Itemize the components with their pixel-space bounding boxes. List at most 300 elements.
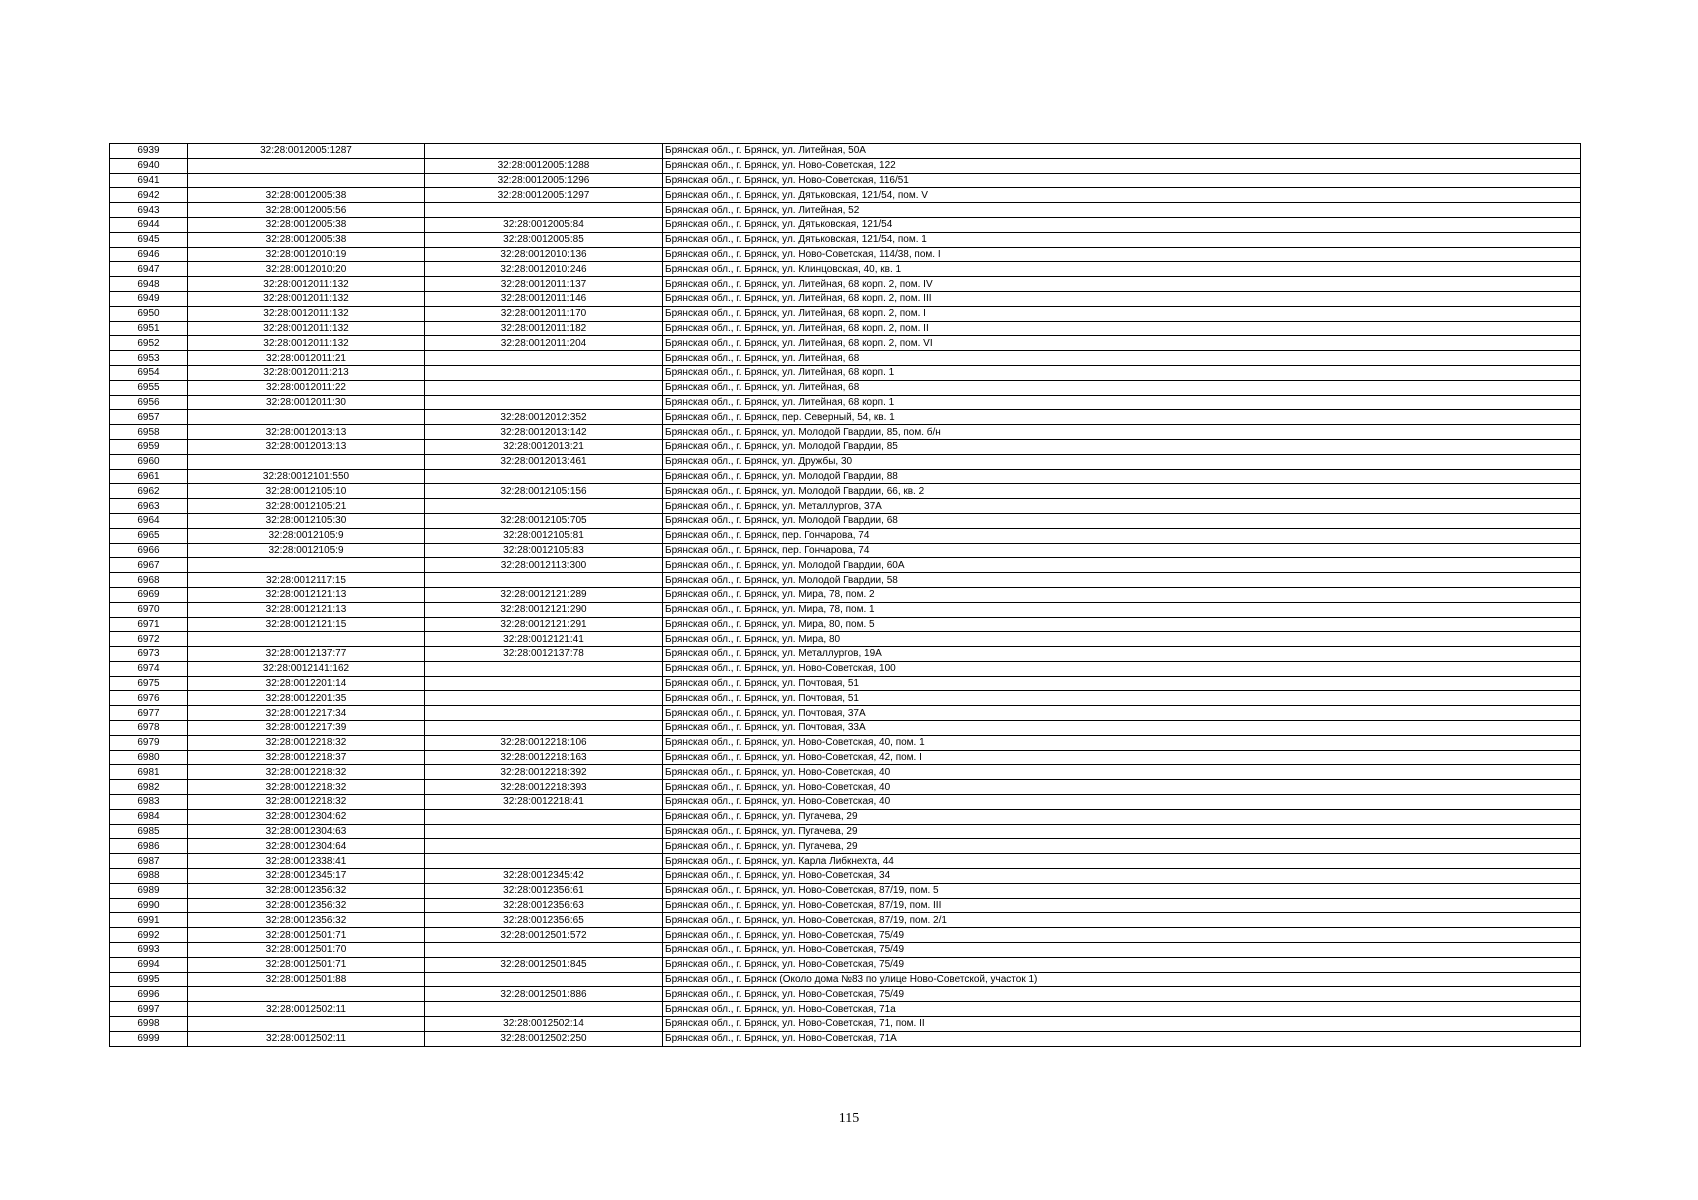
cadastral-number-cell: 32:28:0012010:19 [188, 247, 425, 262]
cadastral-number-cell: 32:28:0012005:1287 [188, 144, 425, 159]
address-cell: Брянская обл., г. Брянск, ул. Литейная, 68 корп. 1 [663, 365, 1581, 380]
row-number-cell: 6964 [110, 513, 188, 528]
table-row [110, 957, 1581, 972]
related-cadastral-number-cell [425, 706, 663, 721]
address-cell: Брянская обл., г. Брянск, ул. Ново-Советская, 40, пом. 1 [663, 735, 1581, 750]
related-cadastral-number-cell: 32:28:0012501:572 [425, 928, 663, 943]
cadastral-number-cell: 32:28:0012011:213 [188, 365, 425, 380]
related-cadastral-number-cell [425, 365, 663, 380]
related-cadastral-number-cell: 32:28:0012005:1297 [425, 188, 663, 203]
related-cadastral-number-cell [425, 1002, 663, 1017]
address-cell: Брянская обл., г. Брянск, ул. Мира, 80 [663, 632, 1581, 647]
address-cell: Брянская обл., г. Брянск, ул. Почтовая, 51 [663, 691, 1581, 706]
row-number-cell: 6942 [110, 188, 188, 203]
cadastral-number-cell: 32:28:0012201:35 [188, 691, 425, 706]
cadastral-number-cell: 32:28:0012011:132 [188, 336, 425, 351]
address-cell: Брянская обл., г. Брянск, ул. Молодой Гвардии, 85, пом. б/н [663, 425, 1581, 440]
row-number-cell: 6951 [110, 321, 188, 336]
row-number-cell: 6954 [110, 365, 188, 380]
table-row [110, 928, 1581, 943]
address-cell: Брянская обл., г. Брянск, пер. Гончарова, 74 [663, 528, 1581, 543]
address-cell: Брянская обл., г. Брянск, ул. Ново-Советская, 122 [663, 158, 1581, 173]
related-cadastral-number-cell: 32:28:0012013:142 [425, 425, 663, 440]
row-number-cell: 6944 [110, 217, 188, 232]
table-row [110, 410, 1581, 425]
row-number-cell: 6953 [110, 351, 188, 366]
related-cadastral-number-cell: 32:28:0012345:42 [425, 869, 663, 884]
cadastral-number-cell: 32:28:0012011:30 [188, 395, 425, 410]
table-row [110, 735, 1581, 750]
address-cell: Брянская обл., г. Брянск, ул. Литейная, 68 корп. 2, пом. IV [663, 277, 1581, 292]
table-row [110, 721, 1581, 736]
address-cell: Брянская обл., г. Брянск, ул. Ново-Советская, 100 [663, 661, 1581, 676]
table-row [110, 750, 1581, 765]
address-cell: Брянская обл., г. Брянск, ул. Ново-Советская, 40 [663, 765, 1581, 780]
cadastral-number-cell: 32:28:0012121:13 [188, 602, 425, 617]
related-cadastral-number-cell: 32:28:0012356:61 [425, 883, 663, 898]
related-cadastral-number-cell: 32:28:0012013:461 [425, 454, 663, 469]
address-cell: Брянская обл., г. Брянск, ул. Почтовая, 33А [663, 721, 1581, 736]
table-row [110, 528, 1581, 543]
row-number-cell: 6998 [110, 1017, 188, 1032]
table-row [110, 632, 1581, 647]
address-cell: Брянская обл., г. Брянск, ул. Ново-Советская, 116/51 [663, 173, 1581, 188]
table-row [110, 321, 1581, 336]
table-row [110, 232, 1581, 247]
table-row [110, 306, 1581, 321]
related-cadastral-number-cell [425, 691, 663, 706]
row-number-cell: 6981 [110, 765, 188, 780]
address-cell: Брянская обл., г. Брянск, ул. Ново-Советская, 40 [663, 780, 1581, 795]
related-cadastral-number-cell: 32:28:0012005:1288 [425, 158, 663, 173]
related-cadastral-number-cell: 32:28:0012113:300 [425, 558, 663, 573]
address-cell: Брянская обл., г. Брянск, ул. Металлургов, 19А [663, 647, 1581, 662]
related-cadastral-number-cell [425, 499, 663, 514]
table-row [110, 380, 1581, 395]
address-cell: Брянская обл., г. Брянск, ул. Ново-Советская, 71а [663, 1002, 1581, 1017]
address-cell: Брянская обл., г. Брянск, ул. Литейная, 50А [663, 144, 1581, 159]
address-cell: Брянская обл., г. Брянск, ул. Молодой Гвардии, 68 [663, 513, 1581, 528]
related-cadastral-number-cell: 32:28:0012502:250 [425, 1031, 663, 1046]
address-cell: Брянская обл., г. Брянск, ул. Литейная, 68 корп. 2, пом. VI [663, 336, 1581, 351]
table-row [110, 602, 1581, 617]
address-cell: Брянская обл., г. Брянск, ул. Дружбы, 30 [663, 454, 1581, 469]
related-cadastral-number-cell: 32:28:0012501:886 [425, 987, 663, 1002]
address-cell: Брянская обл., г. Брянск, ул. Мира, 78, пом. 1 [663, 602, 1581, 617]
table-row [110, 262, 1581, 277]
row-number-cell: 6940 [110, 158, 188, 173]
table-row [110, 439, 1581, 454]
address-cell: Брянская обл., г. Брянск, ул. Ново-Советская, 71А [663, 1031, 1581, 1046]
cadastral-number-cell: 32:28:0012121:13 [188, 587, 425, 602]
cadastral-number-cell: 32:28:0012105:10 [188, 484, 425, 499]
row-number-cell: 6997 [110, 1002, 188, 1017]
cadastral-number-cell: 32:28:0012338:41 [188, 854, 425, 869]
cadastral-number-cell: 32:28:0012217:34 [188, 706, 425, 721]
cadastral-number-cell [188, 632, 425, 647]
row-number-cell: 6958 [110, 425, 188, 440]
table-row [110, 336, 1581, 351]
cadastral-number-cell: 32:28:0012501:71 [188, 957, 425, 972]
address-cell: Брянская обл., г. Брянск, ул. Ново-Советская, 87/19, пом. 5 [663, 883, 1581, 898]
row-number-cell: 6984 [110, 809, 188, 824]
row-number-cell: 6956 [110, 395, 188, 410]
table-row [110, 1031, 1581, 1046]
cadastral-number-cell: 32:28:0012005:38 [188, 217, 425, 232]
row-number-cell: 6943 [110, 203, 188, 218]
row-number-cell: 6961 [110, 469, 188, 484]
row-number-cell: 6989 [110, 883, 188, 898]
related-cadastral-number-cell: 32:28:0012218:163 [425, 750, 663, 765]
row-number-cell: 6988 [110, 869, 188, 884]
table-row [110, 854, 1581, 869]
table-row [110, 395, 1581, 410]
address-cell: Брянская обл., г. Брянск, ул. Молодой Гвардии, 85 [663, 439, 1581, 454]
row-number-cell: 6960 [110, 454, 188, 469]
row-number-cell: 6967 [110, 558, 188, 573]
row-number-cell: 6955 [110, 380, 188, 395]
table-row [110, 513, 1581, 528]
table-row [110, 1002, 1581, 1017]
page-number: 115 [838, 1111, 860, 1126]
table-row [110, 617, 1581, 632]
related-cadastral-number-cell: 32:28:0012121:41 [425, 632, 663, 647]
row-number-cell: 6982 [110, 780, 188, 795]
table-row [110, 883, 1581, 898]
cadastral-number-cell: 32:28:0012011:132 [188, 306, 425, 321]
table-row [110, 144, 1581, 159]
cadastral-number-cell: 32:28:0012218:32 [188, 795, 425, 810]
address-cell: Брянская обл., г. Брянск, ул. Дятьковская, 121/54 [663, 217, 1581, 232]
related-cadastral-number-cell: 32:28:0012011:182 [425, 321, 663, 336]
cadastral-number-cell [188, 558, 425, 573]
row-number-cell: 6950 [110, 306, 188, 321]
address-cell: Брянская обл., г. Брянск, ул. Ново-Советская, 75/49 [663, 943, 1581, 958]
cadastral-number-cell: 32:28:0012356:32 [188, 913, 425, 928]
cadastral-number-cell: 32:28:0012011:21 [188, 351, 425, 366]
address-cell: Брянская обл., г. Брянск, ул. Ново-Советская, 40 [663, 795, 1581, 810]
row-number-cell: 6963 [110, 499, 188, 514]
row-number-cell: 6969 [110, 587, 188, 602]
table-row [110, 173, 1581, 188]
table-row [110, 558, 1581, 573]
address-cell: Брянская обл., г. Брянск, ул. Ново-Советская, 114/38, пом. I [663, 247, 1581, 262]
address-cell: Брянская обл., г. Брянск, ул. Почтовая, 51 [663, 676, 1581, 691]
address-cell: Брянская обл., г. Брянск, ул. Металлургов, 37А [663, 499, 1581, 514]
related-cadastral-number-cell [425, 809, 663, 824]
address-cell: Брянская обл., г. Брянск, ул. Мира, 80, пом. 5 [663, 617, 1581, 632]
related-cadastral-number-cell: 32:28:0012005:84 [425, 217, 663, 232]
related-cadastral-number-cell [425, 661, 663, 676]
related-cadastral-number-cell: 32:28:0012005:85 [425, 232, 663, 247]
table-row [110, 543, 1581, 558]
cadastral-number-cell: 32:28:0012356:32 [188, 898, 425, 913]
related-cadastral-number-cell [425, 380, 663, 395]
row-number-cell: 6978 [110, 721, 188, 736]
cadastral-number-cell: 32:28:0012218:32 [188, 765, 425, 780]
related-cadastral-number-cell: 32:28:0012105:705 [425, 513, 663, 528]
table-row [110, 913, 1581, 928]
registry-table-body [110, 144, 1581, 1047]
related-cadastral-number-cell: 32:28:0012011:137 [425, 277, 663, 292]
related-cadastral-number-cell: 32:28:0012121:289 [425, 587, 663, 602]
cadastral-number-cell [188, 987, 425, 1002]
related-cadastral-number-cell [425, 824, 663, 839]
cadastral-number-cell: 32:28:0012005:38 [188, 188, 425, 203]
row-number-cell: 6987 [110, 854, 188, 869]
related-cadastral-number-cell: 32:28:0012011:170 [425, 306, 663, 321]
related-cadastral-number-cell [425, 203, 663, 218]
row-number-cell: 6965 [110, 528, 188, 543]
address-cell: Брянская обл., г. Брянск, ул. Почтовая, 37А [663, 706, 1581, 721]
table-row [110, 277, 1581, 292]
address-cell: Брянская обл., г. Брянск, ул. Ново-Советская, 75/49 [663, 957, 1581, 972]
related-cadastral-number-cell [425, 395, 663, 410]
related-cadastral-number-cell: 32:28:0012356:63 [425, 898, 663, 913]
address-cell: Брянская обл., г. Брянск (Около дома №83 по улице Ново-Советской, участок 1) [663, 972, 1581, 987]
row-number-cell: 6986 [110, 839, 188, 854]
related-cadastral-number-cell: 32:28:0012502:14 [425, 1017, 663, 1032]
cadastral-number-cell: 32:28:0012105:9 [188, 543, 425, 558]
cadastral-number-cell: 32:28:0012011:132 [188, 321, 425, 336]
table-row [110, 795, 1581, 810]
table-row [110, 676, 1581, 691]
table-row [110, 691, 1581, 706]
address-cell: Брянская обл., г. Брянск, ул. Мира, 78, пом. 2 [663, 587, 1581, 602]
row-number-cell: 6980 [110, 750, 188, 765]
related-cadastral-number-cell: 32:28:0012218:393 [425, 780, 663, 795]
address-cell: Брянская обл., г. Брянск, ул. Клинцовская, 40, кв. 1 [663, 262, 1581, 277]
related-cadastral-number-cell: 32:28:0012010:246 [425, 262, 663, 277]
cadastral-number-cell [188, 173, 425, 188]
cadastral-number-cell: 32:28:0012117:15 [188, 573, 425, 588]
row-number-cell: 6977 [110, 706, 188, 721]
row-number-cell: 6970 [110, 602, 188, 617]
related-cadastral-number-cell: 32:28:0012356:65 [425, 913, 663, 928]
address-cell: Брянская обл., г. Брянск, ул. Молодой Гвардии, 60А [663, 558, 1581, 573]
row-number-cell: 6996 [110, 987, 188, 1002]
row-number-cell: 6948 [110, 277, 188, 292]
row-number-cell: 6994 [110, 957, 188, 972]
cadastral-number-cell: 32:28:0012304:63 [188, 824, 425, 839]
table-row [110, 809, 1581, 824]
table-row [110, 706, 1581, 721]
related-cadastral-number-cell: 32:28:0012013:21 [425, 439, 663, 454]
row-number-cell: 6976 [110, 691, 188, 706]
cadastral-number-cell: 32:28:0012011:132 [188, 291, 425, 306]
cadastral-number-cell: 32:28:0012105:30 [188, 513, 425, 528]
cadastral-number-cell: 32:28:0012502:11 [188, 1031, 425, 1046]
address-cell: Брянская обл., г. Брянск, пер. Северный, 54, кв. 1 [663, 410, 1581, 425]
address-cell: Брянская обл., г. Брянск, ул. Ново-Советская, 87/19, пом. 2/1 [663, 913, 1581, 928]
related-cadastral-number-cell [425, 839, 663, 854]
cadastral-number-cell: 32:28:0012013:13 [188, 439, 425, 454]
table-row [110, 188, 1581, 203]
cadastral-number-cell: 32:28:0012201:14 [188, 676, 425, 691]
table-row [110, 499, 1581, 514]
cadastral-number-cell [188, 410, 425, 425]
row-number-cell: 6957 [110, 410, 188, 425]
cadastral-number-cell: 32:28:0012141:162 [188, 661, 425, 676]
table-row [110, 987, 1581, 1002]
cadastral-number-cell [188, 1017, 425, 1032]
cadastral-number-cell: 32:28:0012010:20 [188, 262, 425, 277]
address-cell: Брянская обл., г. Брянск, ул. Литейная, 68 корп. 2, пом. III [663, 291, 1581, 306]
row-number-cell: 6949 [110, 291, 188, 306]
address-cell: Брянская обл., г. Брянск, ул. Пугачева, 29 [663, 839, 1581, 854]
row-number-cell: 6999 [110, 1031, 188, 1046]
cadastral-number-cell: 32:28:0012013:13 [188, 425, 425, 440]
related-cadastral-number-cell [425, 854, 663, 869]
cadastral-number-cell: 32:28:0012105:21 [188, 499, 425, 514]
address-cell: Брянская обл., г. Брянск, ул. Дятьковская, 121/54, пом. 1 [663, 232, 1581, 247]
cadastral-number-cell: 32:28:0012011:22 [188, 380, 425, 395]
table-row [110, 217, 1581, 232]
related-cadastral-number-cell [425, 573, 663, 588]
related-cadastral-number-cell: 32:28:0012218:106 [425, 735, 663, 750]
address-cell: Брянская обл., г. Брянск, ул. Молодой Гвардии, 58 [663, 573, 1581, 588]
related-cadastral-number-cell: 32:28:0012010:136 [425, 247, 663, 262]
address-cell: Брянская обл., г. Брянск, ул. Литейная, 68 [663, 380, 1581, 395]
table-row [110, 839, 1581, 854]
address-cell: Брянская обл., г. Брянск, ул. Литейная, 68 [663, 351, 1581, 366]
related-cadastral-number-cell [425, 676, 663, 691]
cadastral-number-cell: 32:28:0012101:550 [188, 469, 425, 484]
address-cell: Брянская обл., г. Брянск, ул. Ново-Советская, 75/49 [663, 928, 1581, 943]
cadastral-number-cell: 32:28:0012345:17 [188, 869, 425, 884]
row-number-cell: 6990 [110, 898, 188, 913]
cadastral-number-cell: 32:28:0012011:132 [188, 277, 425, 292]
address-cell: Брянская обл., г. Брянск, пер. Гончарова, 74 [663, 543, 1581, 558]
row-number-cell: 6941 [110, 173, 188, 188]
address-cell: Брянская обл., г. Брянск, ул. Дятьковская, 121/54, пом. V [663, 188, 1581, 203]
row-number-cell: 6985 [110, 824, 188, 839]
cadastral-number-cell [188, 454, 425, 469]
row-number-cell: 6939 [110, 144, 188, 159]
row-number-cell: 6959 [110, 439, 188, 454]
row-number-cell: 6973 [110, 647, 188, 662]
related-cadastral-number-cell [425, 144, 663, 159]
table-row [110, 158, 1581, 173]
address-cell: Брянская обл., г. Брянск, ул. Молодой Гвардии, 88 [663, 469, 1581, 484]
related-cadastral-number-cell: 32:28:0012121:290 [425, 602, 663, 617]
cadastral-number-cell: 32:28:0012501:71 [188, 928, 425, 943]
row-number-cell: 6991 [110, 913, 188, 928]
table-row [110, 203, 1581, 218]
address-cell: Брянская обл., г. Брянск, ул. Ново-Советская, 75/49 [663, 987, 1581, 1002]
address-cell: Брянская обл., г. Брянск, ул. Пугачева, 29 [663, 824, 1581, 839]
cadastral-number-cell: 32:28:0012218:32 [188, 780, 425, 795]
related-cadastral-number-cell: 32:28:0012011:146 [425, 291, 663, 306]
property-registry-table [109, 143, 1581, 1047]
related-cadastral-number-cell [425, 972, 663, 987]
related-cadastral-number-cell [425, 721, 663, 736]
row-number-cell: 6995 [110, 972, 188, 987]
address-cell: Брянская обл., г. Брянск, ул. Карла Либкнехта, 44 [663, 854, 1581, 869]
table-row [110, 351, 1581, 366]
cadastral-number-cell: 32:28:0012137:77 [188, 647, 425, 662]
table-row [110, 661, 1581, 676]
related-cadastral-number-cell: 32:28:0012005:1296 [425, 173, 663, 188]
row-number-cell: 6947 [110, 262, 188, 277]
cadastral-number-cell: 32:28:0012501:70 [188, 943, 425, 958]
row-number-cell: 6968 [110, 573, 188, 588]
related-cadastral-number-cell: 32:28:0012012:352 [425, 410, 663, 425]
related-cadastral-number-cell [425, 943, 663, 958]
table-row [110, 765, 1581, 780]
cadastral-number-cell: 32:28:0012217:39 [188, 721, 425, 736]
address-cell: Брянская обл., г. Брянск, ул. Ново-Советская, 34 [663, 869, 1581, 884]
address-cell: Брянская обл., г. Брянск, ул. Пугачева, 29 [663, 809, 1581, 824]
related-cadastral-number-cell: 32:28:0012501:845 [425, 957, 663, 972]
address-cell: Брянская обл., г. Брянск, ул. Ново-Советская, 42, пом. I [663, 750, 1581, 765]
table-row [110, 943, 1581, 958]
address-cell: Брянская обл., г. Брянск, ул. Литейная, 68 корп. 1 [663, 395, 1581, 410]
table-row [110, 484, 1581, 499]
row-number-cell: 6972 [110, 632, 188, 647]
table-row [110, 898, 1581, 913]
cadastral-number-cell: 32:28:0012304:62 [188, 809, 425, 824]
cadastral-number-cell: 32:28:0012502:11 [188, 1002, 425, 1017]
cadastral-number-cell [188, 158, 425, 173]
table-row [110, 291, 1581, 306]
cadastral-number-cell: 32:28:0012304:64 [188, 839, 425, 854]
address-cell: Брянская обл., г. Брянск, ул. Ново-Советская, 87/19, пом. III [663, 898, 1581, 913]
cadastral-number-cell: 32:28:0012218:32 [188, 735, 425, 750]
row-number-cell: 6952 [110, 336, 188, 351]
table-row [110, 647, 1581, 662]
row-number-cell: 6975 [110, 676, 188, 691]
row-number-cell: 6992 [110, 928, 188, 943]
table-row [110, 972, 1581, 987]
row-number-cell: 6993 [110, 943, 188, 958]
row-number-cell: 6983 [110, 795, 188, 810]
cadastral-number-cell: 32:28:0012501:88 [188, 972, 425, 987]
cadastral-number-cell: 32:28:0012105:9 [188, 528, 425, 543]
related-cadastral-number-cell: 32:28:0012105:156 [425, 484, 663, 499]
table-row [110, 869, 1581, 884]
table-row [110, 454, 1581, 469]
cadastral-number-cell: 32:28:0012218:37 [188, 750, 425, 765]
related-cadastral-number-cell [425, 469, 663, 484]
table-row [110, 469, 1581, 484]
cadastral-number-cell: 32:28:0012005:56 [188, 203, 425, 218]
table-row [110, 247, 1581, 262]
table-row [110, 573, 1581, 588]
related-cadastral-number-cell: 32:28:0012137:78 [425, 647, 663, 662]
table-row [110, 1017, 1581, 1032]
related-cadastral-number-cell: 32:28:0012011:204 [425, 336, 663, 351]
address-cell: Брянская обл., г. Брянск, ул. Литейная, 68 корп. 2, пом. I [663, 306, 1581, 321]
related-cadastral-number-cell: 32:28:0012218:41 [425, 795, 663, 810]
related-cadastral-number-cell: 32:28:0012105:81 [425, 528, 663, 543]
related-cadastral-number-cell: 32:28:0012218:392 [425, 765, 663, 780]
address-cell: Брянская обл., г. Брянск, ул. Молодой Гвардии, 66, кв. 2 [663, 484, 1581, 499]
cadastral-number-cell: 32:28:0012005:38 [188, 232, 425, 247]
row-number-cell: 6946 [110, 247, 188, 262]
related-cadastral-number-cell: 32:28:0012121:291 [425, 617, 663, 632]
row-number-cell: 6945 [110, 232, 188, 247]
address-cell: Брянская обл., г. Брянск, ул. Литейная, 68 корп. 2, пом. II [663, 321, 1581, 336]
row-number-cell: 6974 [110, 661, 188, 676]
table-row [110, 425, 1581, 440]
row-number-cell: 6979 [110, 735, 188, 750]
cadastral-number-cell: 32:28:0012121:15 [188, 617, 425, 632]
related-cadastral-number-cell: 32:28:0012105:83 [425, 543, 663, 558]
address-cell: Брянская обл., г. Брянск, ул. Ново-Советская, 71, пом. II [663, 1017, 1581, 1032]
table-row [110, 824, 1581, 839]
row-number-cell: 6971 [110, 617, 188, 632]
